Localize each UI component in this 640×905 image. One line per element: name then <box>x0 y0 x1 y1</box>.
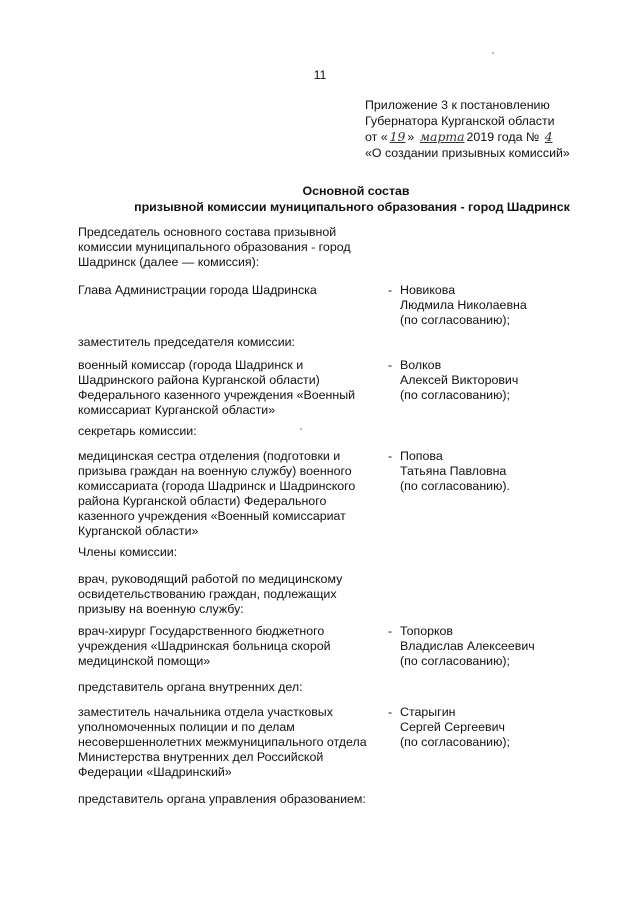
deputy-surname: Волков <box>400 358 442 372</box>
deputy-name: Алексей Викторович <box>400 373 519 387</box>
handwritten-day: 19 <box>389 129 406 144</box>
doctor-heading: врач, руководящий работой по медицинскому освидетельствованию граждан, подлежащих призыву на военную службу: <box>78 572 343 616</box>
handwritten-month: марта <box>419 129 465 144</box>
secretary-surname: Попова <box>400 449 443 463</box>
deputy-heading: заместитель председателя комиссии: <box>78 335 295 349</box>
police-heading: представитель органа внутренних дел: <box>78 680 303 694</box>
appendix-line-2: Губернатора Курганской области <box>365 114 555 128</box>
deputy-note: (по согласованию); <box>400 388 510 402</box>
scan-speck <box>300 428 302 430</box>
appendix-line-4: «О создании призывных комиссий» <box>365 146 570 160</box>
secretary-heading: секретарь комиссии: <box>78 424 197 438</box>
police-surname: Старыгин <box>400 705 456 719</box>
doctor-name: Владислав Алексеевич <box>400 639 535 653</box>
secretary-note: (по согласованию). <box>400 479 510 493</box>
doctor-position: врач-хирург Государственного бюджетного учреждения «Шадринская больница скорой медицинской помощи» <box>78 624 331 668</box>
appendix-line-1: Приложение 3 к постановлению <box>365 98 550 112</box>
secretary-name: Татьяна Павловна <box>400 464 507 478</box>
chair-name: Людмила Николаевна <box>400 298 527 312</box>
members-heading: Члены комиссии: <box>78 545 178 559</box>
page-number: 11 <box>313 68 327 82</box>
police-name: Сергей Сергеевич <box>400 720 505 734</box>
police-person: - Старыгин Сергей Сергеевич (по согласованию); <box>388 705 628 750</box>
police-position: заместитель начальника отдела участковых уполномоченных полиции и по делам несовершеннолетних межмуниципального отдела Министерства внутренних дел Российской Федерации «Шадринский» <box>78 705 367 779</box>
chair-heading: Председатель основного состава призывной комиссии муниципального образования - город Шадринск (далее — комиссия): <box>78 225 351 269</box>
chair-position: Глава Администрации города Шадринска <box>78 283 317 297</box>
chair-person: - Новикова Людмила Николаевна (по согласованию); <box>388 283 628 328</box>
date-prefix: от « <box>365 130 388 144</box>
doctor-surname: Топорков <box>400 624 454 638</box>
education-heading: представитель органа управления образованием: <box>78 792 366 806</box>
appendix-date-line <box>365 129 635 145</box>
year-text: 2019 года № <box>466 130 540 144</box>
chair-note: (по согласованию); <box>400 313 510 327</box>
doctor-note: (по согласованию); <box>400 654 510 668</box>
scan-speck <box>492 52 494 54</box>
deputy-person: - Волков Алексей Викторович (по согласованию); <box>388 358 628 403</box>
handwritten-number: 4 <box>544 129 553 144</box>
doctor-person: - Топорков Владислав Алексеевич (по согласованию); <box>388 624 628 669</box>
date-mid: » <box>407 130 415 144</box>
document-title <box>0 183 640 215</box>
deputy-position: военный комиссар (города Шадринск и Шадринского района Курганской области) Федерального казенного учреждения «Военный комиссариат Курганской области» <box>78 358 356 417</box>
title-line-2: призывной комиссии муниципального образования - город Шадринск <box>134 200 570 214</box>
appendix-header <box>365 97 635 161</box>
title-line-1: Основной состав <box>302 184 410 198</box>
secretary-person: - Попова Татьяна Павловна (по согласованию). <box>388 449 628 494</box>
secretary-position: медицинская сестра отделения (подготовки и призыва граждан на военную службу) военного комиссариата (города Шадринск и Шадринского района Курганской области) Федерального казенного учреждения «Военный комиссариат Курганской области» <box>78 449 356 538</box>
police-note: (по согласованию); <box>400 735 510 749</box>
chair-surname: Новикова <box>400 283 456 297</box>
